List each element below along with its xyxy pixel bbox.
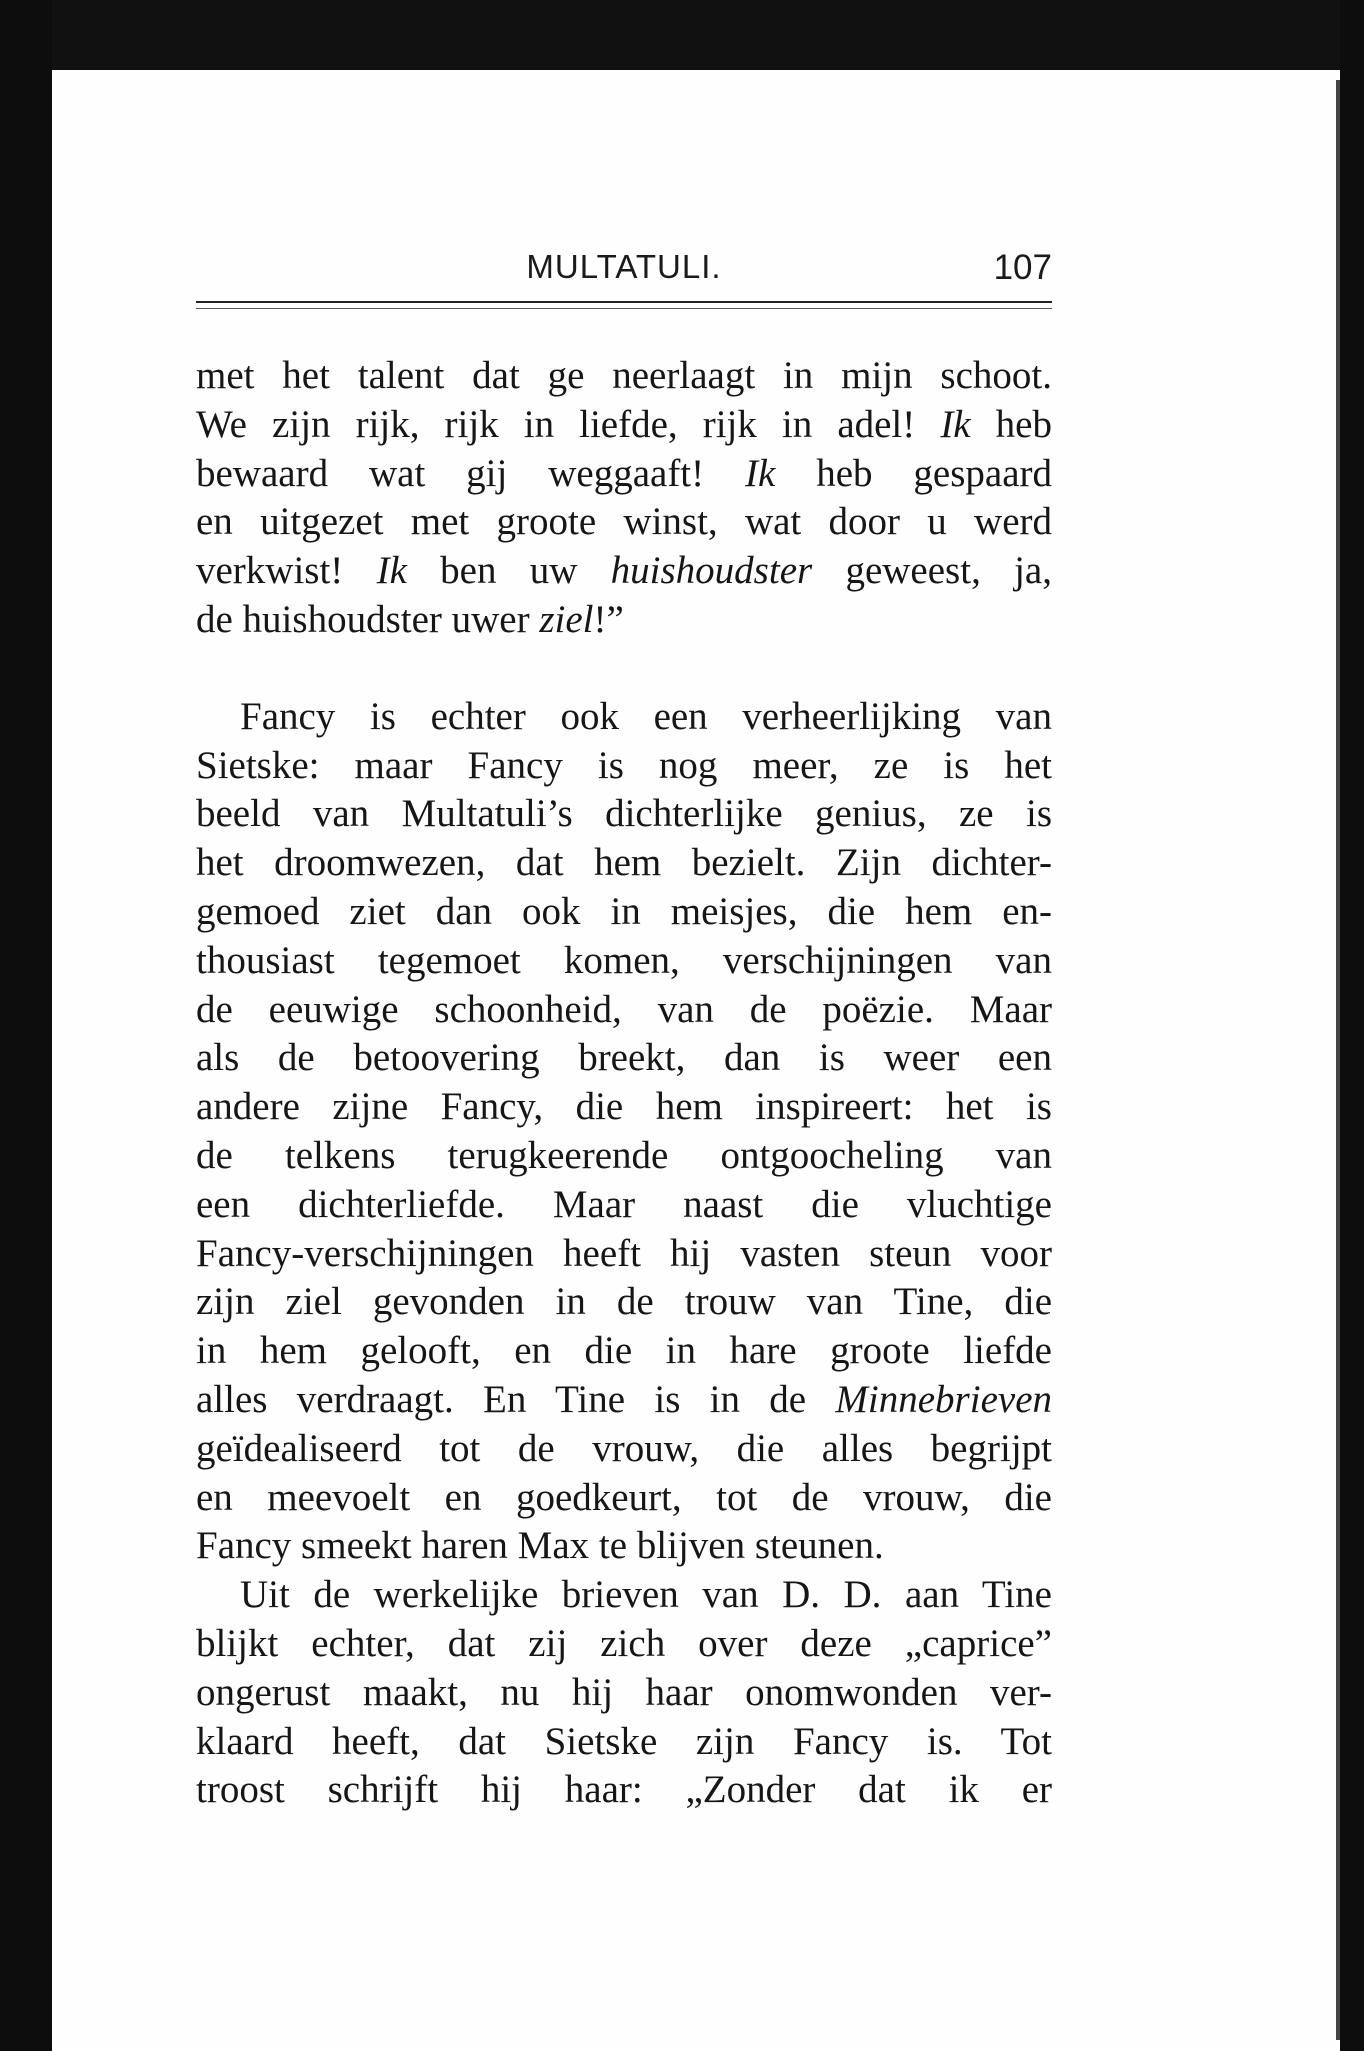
scan-border-right — [1340, 0, 1364, 2051]
text-line: klaard heeft, dat Sietske zijn Fancy is. Tot — [196, 1719, 1052, 1763]
header-rule — [196, 301, 1052, 303]
text-line: Fancy is echter ook een verheerlijking van — [240, 694, 1052, 738]
text-line: de telkens terugkeerende ontgoocheling van — [196, 1133, 1052, 1177]
scan-border-left — [0, 0, 52, 2051]
text-line: troost schrijft hij haar: „Zonder dat ik er — [196, 1768, 1052, 1812]
text-line: thousiast tegemoet komen, verschijningen van — [196, 938, 1052, 982]
body-text — [196, 352, 1052, 1815]
text-line: ongerust maakt, nu hij haar onomwonden ver- — [196, 1670, 1052, 1714]
text-line: blijkt echter, dat zij zich over deze „caprice” — [196, 1621, 1052, 1665]
text-line: de eeuwige schoonheid, van de poëzie. Maar — [196, 987, 1052, 1031]
text-line: een dichterliefde. Maar naast die vluchtige — [196, 1182, 1052, 1226]
text-line: We zijn rijk, rijk in liefde, rijk in adel! Ik heb — [196, 402, 1052, 446]
text-line: beeld van Multatuli’s dichterlijke genius, ze is — [196, 792, 1052, 836]
text-line: en uitgezet met groote winst, wat door u werd — [196, 500, 1052, 544]
text-line: met het talent dat ge neerlaagt in mijn schoot. — [196, 354, 1052, 397]
running-header — [196, 248, 1052, 296]
text-line: gemoed ziet dan ook in meisjes, die hem en- — [196, 889, 1052, 933]
header-rule-thin — [196, 308, 1052, 309]
text-line: als de betoovering breekt, dan is weer een — [196, 1036, 1052, 1080]
text-line: alles verdraagt. En Tine is in de Minnebrieven — [196, 1377, 1052, 1421]
text-line: en meevoelt en goedkeurt, tot de vrouw, die — [196, 1475, 1052, 1519]
text-line: zijn ziel gevonden in de trouw van Tine, die — [196, 1280, 1052, 1324]
text-line: Uit de werkelijke brieven van D. D. aan Tine — [240, 1573, 1052, 1617]
text-line: verkwist! Ik ben uw huishoudster geweest, ja, — [196, 549, 1052, 593]
text-line: Fancy smeekt haren Max te blijven steunen. — [196, 1524, 884, 1568]
text-line: de huishoudster uwer ziel!” — [196, 597, 624, 641]
running-title: MULTATULI. — [526, 248, 722, 285]
page-number: 107 — [993, 248, 1052, 287]
text-line: geïdealiseerd tot de vrouw, die alles begrijpt — [196, 1426, 1052, 1470]
text-line: bewaard wat gij weggaaft! Ik heb gespaard — [196, 451, 1053, 495]
page-edge — [1336, 80, 1340, 2040]
text-line: in hem gelooft, en die in hare groote liefde — [196, 1329, 1052, 1373]
text-line: Fancy-verschijningen heeft hij vasten steun voor — [196, 1231, 1052, 1275]
text-line: Sietske: maar Fancy is nog meer, ze is het — [196, 743, 1052, 787]
text-line: het droomwezen, dat hem bezielt. Zijn dichter- — [196, 841, 1052, 885]
scan-border-top — [0, 0, 1364, 70]
text-line: andere zijne Fancy, die hem inspireert: het is — [196, 1085, 1052, 1129]
